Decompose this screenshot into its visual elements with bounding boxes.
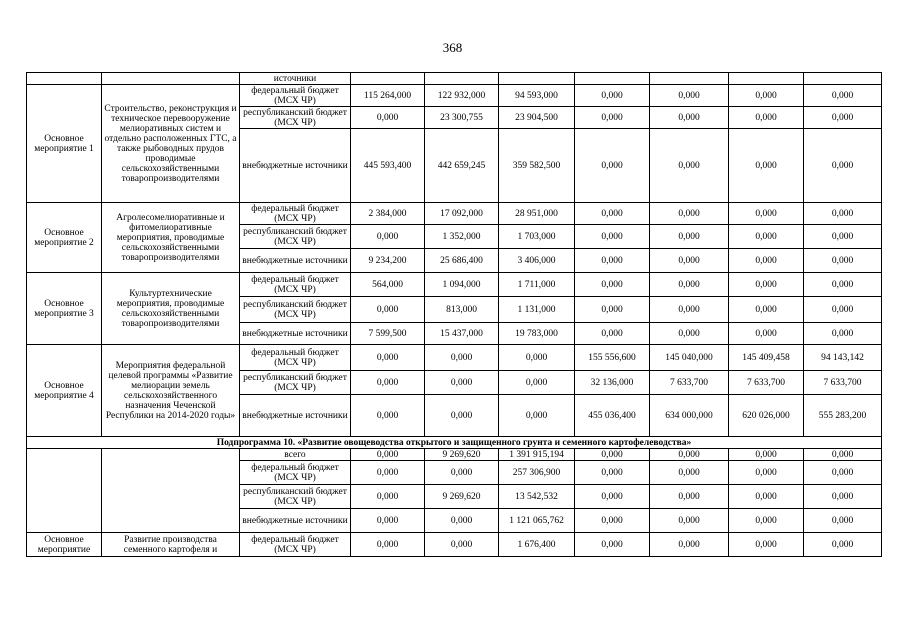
value-cell: 1 121 065,762 [499,509,575,533]
value-cell: 0,000 [575,129,650,203]
value-cell: 0,000 [425,533,499,557]
value-cell: 0,000 [804,129,882,203]
value-cell: 7 633,700 [729,371,804,395]
source-cell: внебюджетные источники [240,509,351,533]
description-cell: Агролесомелиоративные и фитомелиоративные мероприятия, проводимые сельскохозяйственными товаропроизводителями [102,203,240,273]
measure-cell: Основное мероприятие 3 [27,273,102,345]
value-cell: 0,000 [425,461,499,485]
value-cell: 0,000 [729,107,804,129]
value-cell: 0,000 [575,485,650,509]
value-cell: 122 932,000 [425,85,499,107]
value-cell: 634 000,000 [650,395,729,437]
value-cell: 0,000 [650,85,729,107]
value-cell: 0,000 [499,371,575,395]
subprogram-row [27,437,882,449]
value-cell: 0,000 [351,371,425,395]
value-cell: 0,000 [804,85,882,107]
value-cell: 0,000 [575,225,650,249]
table-row [27,203,882,225]
value-cell: 0,000 [575,107,650,129]
value-cell: 0,000 [650,273,729,297]
source-cell: федеральный бюджет (МСХ ЧР) [240,345,351,371]
value-cell [351,73,425,85]
source-cell: республиканский бюджет (МСХ ЧР) [240,297,351,323]
value-cell: 0,000 [729,461,804,485]
value-cell: 7 599,500 [351,323,425,345]
value-cell: 0,000 [729,323,804,345]
value-cell: 0,000 [804,509,882,533]
value-cell: 7 633,700 [804,371,882,395]
value-cell: 442 659,245 [425,129,499,203]
value-cell: 0,000 [351,461,425,485]
table-body [27,73,882,557]
value-cell: 1 391 915,194 [499,449,575,461]
value-cell: 0,000 [650,249,729,273]
value-cell: 0,000 [425,395,499,437]
value-cell: 0,000 [425,509,499,533]
value-cell: 0,000 [804,485,882,509]
value-cell: 0,000 [650,129,729,203]
value-cell: 0,000 [650,297,729,323]
value-cell: 0,000 [804,249,882,273]
budget-table [26,72,882,557]
source-cell: федеральный бюджет (МСХ ЧР) [240,461,351,485]
source-cell: внебюджетные источники [240,395,351,437]
table-row [27,533,882,557]
page-number: 368 [442,40,463,55]
value-cell: 0,000 [575,273,650,297]
value-cell: 1 711,000 [499,273,575,297]
value-cell: 94 143,142 [804,345,882,371]
measure-cell [27,73,102,85]
value-cell: 0,000 [575,449,650,461]
source-cell: федеральный бюджет (МСХ ЧР) [240,85,351,107]
value-cell: 23 904,500 [499,107,575,129]
value-cell [650,73,729,85]
value-cell: 813,000 [425,297,499,323]
value-cell [804,73,882,85]
measure-cell [27,449,102,533]
value-cell: 32 136,000 [575,371,650,395]
value-cell: 0,000 [650,461,729,485]
source-cell: республиканский бюджет (МСХ ЧР) [240,485,351,509]
value-cell: 17 092,000 [425,203,499,225]
value-cell: 1 703,000 [499,225,575,249]
value-cell: 155 556,600 [575,345,650,371]
source-cell: республиканский бюджет (МСХ ЧР) [240,371,351,395]
value-cell [729,73,804,85]
value-cell: 13 542,532 [499,485,575,509]
subprogram-title: Подпрограмма 10. «Развитие овощеводства открытого и защищенного грунта и семенного картофелеводства» [27,437,882,449]
value-cell [499,73,575,85]
value-cell: 0,000 [804,323,882,345]
value-cell: 0,000 [650,323,729,345]
description-cell [102,73,240,85]
measure-cell: Основное мероприятие 2 [27,203,102,273]
value-cell: 0,000 [729,533,804,557]
value-cell: 0,000 [729,85,804,107]
value-cell: 1 676,400 [499,533,575,557]
measure-cell: Основное мероприятие 1 [27,85,102,203]
source-cell: федеральный бюджет (МСХ ЧР) [240,273,351,297]
source-cell: внебюджетные источники [240,129,351,203]
table-row [27,85,882,107]
value-cell: 9 269,620 [425,485,499,509]
value-cell: 0,000 [575,323,650,345]
value-cell: 555 283,200 [804,395,882,437]
value-cell: 0,000 [650,509,729,533]
value-cell: 0,000 [425,345,499,371]
source-cell: источники [240,73,351,85]
value-cell: 0,000 [351,297,425,323]
value-cell: 620 026,000 [729,395,804,437]
value-cell: 0,000 [729,249,804,273]
value-cell: 9 234,200 [351,249,425,273]
value-cell: 0,000 [575,533,650,557]
source-cell: республиканский бюджет (МСХ ЧР) [240,225,351,249]
value-cell: 25 686,400 [425,249,499,273]
measure-cell: Основное мероприятие [27,533,102,557]
description-cell: Мероприятия федеральной целевой программы «Развитие мелиорации земель сельскохозяйственного назначения Чеченской Республики на 2014-2020 годы» [102,345,240,437]
description-cell [102,449,240,533]
value-cell: 0,000 [804,533,882,557]
value-cell: 564,000 [351,273,425,297]
description-cell: Развитие производства семенного картофеля и [102,533,240,557]
value-cell [575,73,650,85]
source-cell: всего [240,449,351,461]
value-cell: 0,000 [804,297,882,323]
value-cell: 0,000 [575,203,650,225]
value-cell: 1 094,000 [425,273,499,297]
value-cell: 0,000 [351,485,425,509]
value-cell: 0,000 [729,273,804,297]
source-cell: внебюджетные источники [240,249,351,273]
value-cell: 0,000 [729,449,804,461]
value-cell: 0,000 [804,203,882,225]
value-cell: 0,000 [729,485,804,509]
value-cell: 0,000 [575,85,650,107]
value-cell: 0,000 [575,461,650,485]
value-cell: 0,000 [729,297,804,323]
value-cell: 0,000 [804,225,882,249]
value-cell: 19 783,000 [499,323,575,345]
value-cell: 0,000 [804,461,882,485]
value-cell: 0,000 [804,107,882,129]
value-cell: 0,000 [729,509,804,533]
description-cell: Строительство, реконструкция и техническое перевооружение мелиоративных систем и отдельно расположенных ГТС, а также рыбоводных прудов проводимые сельскохозяйственными товаропроизводителями [102,85,240,203]
value-cell: 1 352,000 [425,225,499,249]
table-row [27,449,882,461]
value-cell: 0,000 [499,345,575,371]
source-cell: федеральный бюджет (МСХ ЧР) [240,203,351,225]
value-cell: 0,000 [804,449,882,461]
measure-cell: Основное мероприятие 4 [27,345,102,437]
value-cell: 0,000 [351,509,425,533]
table-row [27,73,882,85]
value-cell: 445 593,400 [351,129,425,203]
value-cell: 0,000 [351,533,425,557]
value-cell: 2 384,000 [351,203,425,225]
value-cell: 0,000 [351,345,425,371]
value-cell: 23 300,755 [425,107,499,129]
value-cell: 0,000 [351,395,425,437]
value-cell: 0,000 [351,225,425,249]
value-cell: 0,000 [650,107,729,129]
value-cell [425,73,499,85]
value-cell: 0,000 [804,273,882,297]
value-cell: 145 409,458 [729,345,804,371]
value-cell: 0,000 [650,203,729,225]
table-row [27,273,882,297]
value-cell: 0,000 [650,225,729,249]
source-cell: внебюджетные источники [240,323,351,345]
table-row [27,345,882,371]
value-cell: 0,000 [729,203,804,225]
value-cell: 0,000 [650,533,729,557]
value-cell: 0,000 [575,297,650,323]
description-cell: Культуртехнические мероприятия, проводимые сельскохозяйственными товаропроизводителями [102,273,240,345]
value-cell: 0,000 [351,107,425,129]
value-cell: 455 036,400 [575,395,650,437]
value-cell: 3 406,000 [499,249,575,273]
value-cell: 15 437,000 [425,323,499,345]
value-cell: 359 582,500 [499,129,575,203]
value-cell: 0,000 [650,449,729,461]
value-cell: 0,000 [729,129,804,203]
value-cell: 0,000 [575,249,650,273]
value-cell: 28 951,000 [499,203,575,225]
value-cell: 115 264,000 [351,85,425,107]
value-cell: 1 131,000 [499,297,575,323]
value-cell: 9 269,620 [425,449,499,461]
value-cell: 0,000 [351,449,425,461]
source-cell: республиканский бюджет (МСХ ЧР) [240,107,351,129]
value-cell: 0,000 [575,509,650,533]
value-cell: 94 593,000 [499,85,575,107]
value-cell: 257 306,900 [499,461,575,485]
source-cell: федеральный бюджет (МСХ ЧР) [240,533,351,557]
value-cell: 0,000 [425,371,499,395]
value-cell: 0,000 [650,485,729,509]
value-cell: 145 040,000 [650,345,729,371]
value-cell: 7 633,700 [650,371,729,395]
value-cell: 0,000 [499,395,575,437]
value-cell: 0,000 [729,225,804,249]
